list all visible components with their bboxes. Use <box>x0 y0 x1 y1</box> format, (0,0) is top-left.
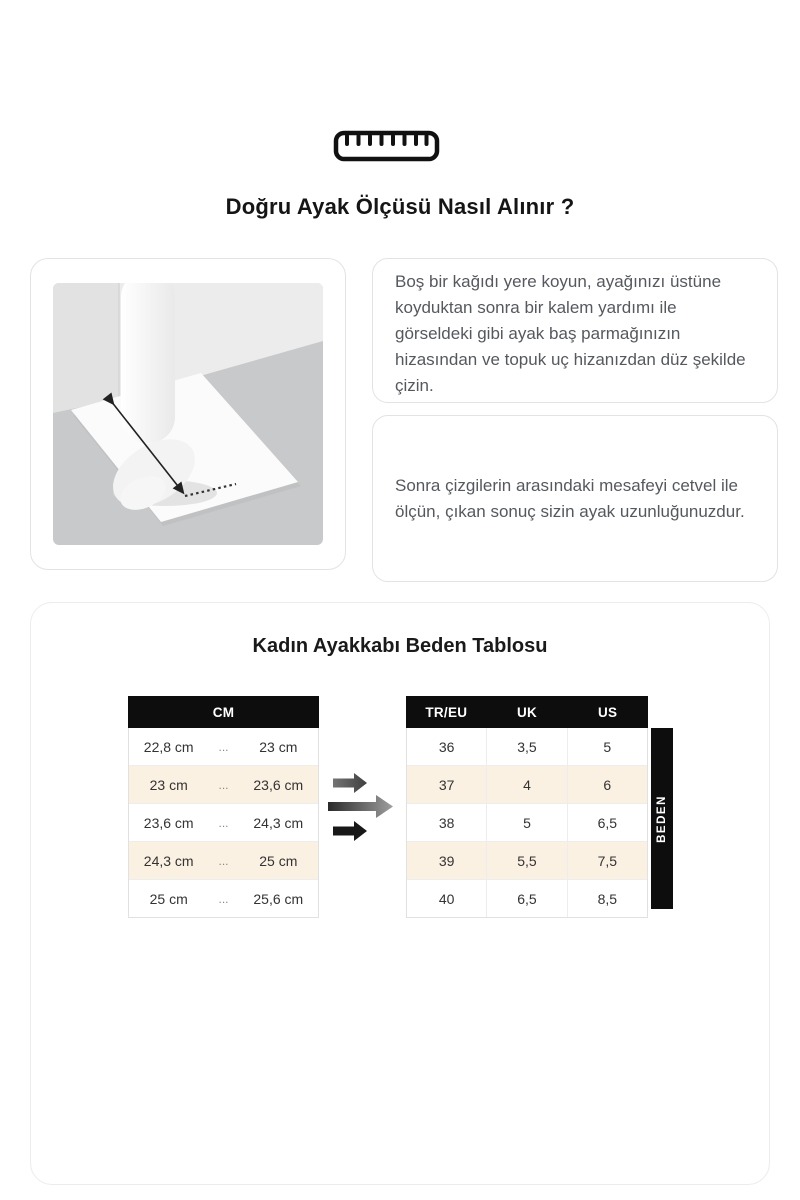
intl-table-row: 36 3,5 5 <box>407 728 647 766</box>
instruction-step1-text: Boş bir kağıdı yere koyun, ayağınızı üstüne koyduktan sonra bir kalem yardımı ile görseldeki gibi ayak baş parmağınızın hizasından ve topuk uç hizanızdan düz şekilde çizin. <box>395 272 746 395</box>
intl-size-table <box>406 696 648 918</box>
cm-table <box>128 696 319 918</box>
cm-table-row: 22,8 cm ... 23 cm <box>129 728 318 766</box>
cm-table-row: 24,3 cm ... 25 cm <box>129 842 318 880</box>
cm-table-row: 23 cm ... 23,6 cm <box>129 766 318 804</box>
instruction-card-step1 <box>372 258 778 403</box>
foot-on-paper-image <box>53 283 323 545</box>
instruction-step2-text: Sonra çizgilerin arasındaki mesafeyi cetvel ile ölçün, çıkan sonuç sizin ayak uzunluğunuzdur. <box>395 475 745 521</box>
beden-side-label: BEDEN <box>651 728 673 909</box>
cm-table-row: 25 cm ... 25,6 cm <box>129 880 318 917</box>
intl-table-row: 37 4 6 <box>407 766 647 804</box>
cm-table-header: CM <box>128 696 319 728</box>
intl-table-header: TR/EU UK US <box>406 696 648 728</box>
cm-table-row: 23,6 cm ... 24,3 cm <box>129 804 318 842</box>
size-table-card <box>30 602 770 1185</box>
intl-table-row: 40 6,5 8,5 <box>407 880 647 917</box>
ruler-icon <box>333 130 440 163</box>
instruction-card-step2 <box>372 415 778 582</box>
page-title: Doğru Ayak Ölçüsü Nasıl Alınır ? <box>225 194 575 219</box>
intl-table-row: 39 5,5 7,5 <box>407 842 647 880</box>
foot-measure-photo-card <box>30 258 346 570</box>
intl-table-row: 38 5 6,5 <box>407 804 647 842</box>
transfer-arrows-icon <box>328 771 394 841</box>
size-section-title: Kadın Ayakkabı Beden Tablosu <box>252 635 548 657</box>
